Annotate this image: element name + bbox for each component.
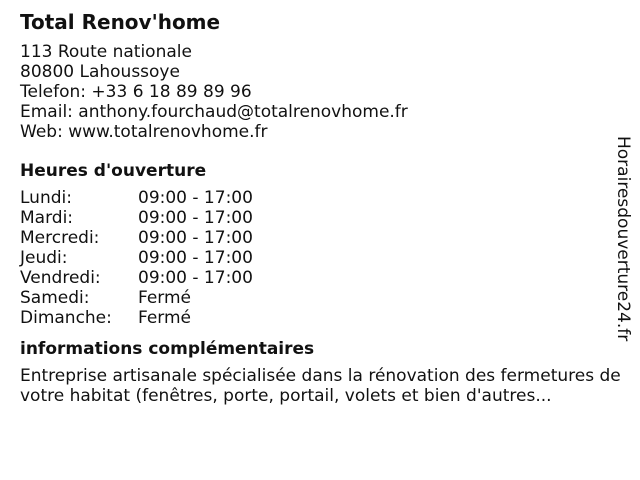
hours-time: 09:00 - 17:00 <box>138 188 253 208</box>
hours-row <box>20 268 620 288</box>
hours-time: Fermé <box>138 288 192 308</box>
hours-day: Mercredi: <box>20 228 100 248</box>
hours-time: 09:00 - 17:00 <box>138 228 253 248</box>
hours-row <box>20 308 620 328</box>
hours-time: 09:00 - 17:00 <box>138 268 253 288</box>
hours-row <box>20 288 620 308</box>
hours-row <box>20 208 620 228</box>
business-name: Total Renov'home <box>20 10 221 34</box>
address-line-1: 113 Route nationale <box>20 42 192 62</box>
hours-day: Vendredi: <box>20 268 101 288</box>
address-line-2: 80800 Lahoussoye <box>20 62 180 82</box>
business-card <box>20 8 620 406</box>
hours-day: Lundi: <box>20 188 72 208</box>
hours-heading: Heures d'ouverture <box>20 161 207 181</box>
watermark-text: Horairesdouverture24.fr <box>613 136 633 342</box>
hours-time: Fermé <box>138 308 192 328</box>
phone-line: Telefon: +33 6 18 89 89 96 <box>20 82 252 102</box>
hours-day: Jeudi: <box>20 248 68 268</box>
info-heading: informations complémentaires <box>20 339 315 359</box>
hours-row <box>20 248 620 268</box>
email-line: Email: anthony.fourchaud@totalrenovhome.fr <box>20 102 408 122</box>
hours-day: Mardi: <box>20 208 74 228</box>
website-line: Web: www.totalrenovhome.fr <box>20 122 268 142</box>
hours-row <box>20 188 620 208</box>
hours-day: Dimanche: <box>20 308 112 328</box>
hours-row <box>20 228 620 248</box>
hours-time: 09:00 - 17:00 <box>138 248 253 268</box>
hours-time: 09:00 - 17:00 <box>138 208 253 228</box>
info-description: Entreprise artisanale spécialisée dans la rénovation des fermetures de votre habitat (fenêtres, porte, portail, volets et bien d'autres... <box>20 366 621 406</box>
hours-day: Samedi: <box>20 288 90 308</box>
